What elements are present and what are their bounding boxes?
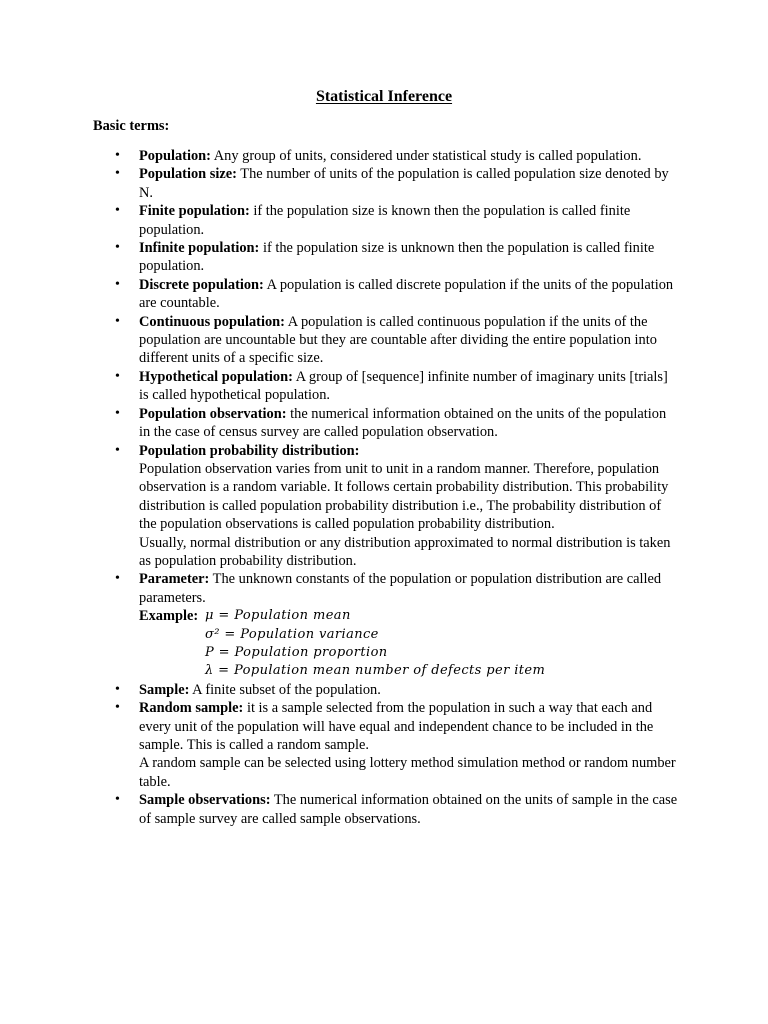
list-item [115, 313, 679, 368]
list-item [115, 239, 679, 276]
bullet-icon: • [115, 313, 120, 329]
example-label: Example: [139, 608, 199, 625]
section-subheading: Basic terms: [93, 118, 170, 134]
term-name: Population observation: [139, 405, 287, 422]
term-name: Sample observations: [139, 792, 271, 809]
list-item [115, 276, 679, 313]
example-formula: μ = Population mean [205, 608, 351, 624]
bullet-icon: • [115, 405, 120, 421]
bullet-icon: • [115, 442, 120, 458]
term-name: Population: [139, 148, 211, 164]
example-formula: P = Population proportion [205, 644, 388, 660]
term-name: Hypothetical population: [139, 368, 293, 385]
example-formula: λ = Population mean number of defects per item [205, 663, 546, 679]
bullet-icon: • [115, 148, 120, 163]
list-item [115, 570, 679, 680]
list-item [115, 202, 679, 239]
term-name: Random sample: [139, 700, 244, 717]
term-name: Infinite population: [139, 240, 260, 257]
term-name: Continuous population: [139, 313, 285, 330]
terms-list [115, 147, 679, 828]
term-name: Finite population: [139, 203, 250, 220]
example-formula: σ² = Population variance [205, 626, 379, 642]
term-name: Population size: [139, 166, 237, 183]
term-name: Population probability distribution: [139, 442, 360, 459]
term-definition: Any group of units, considered under statistical study is called population. [210, 148, 642, 164]
parameter-examples [139, 607, 679, 681]
term-definition: if the population size is known then the population is called finite population. [139, 203, 631, 238]
bullet-icon: • [115, 700, 120, 716]
term-paragraph: A random sample can be selected using lottery method simulation method or random number table. [139, 755, 676, 790]
list-item [115, 368, 679, 405]
bullet-icon: • [115, 571, 120, 587]
example-row [139, 662, 679, 680]
term-name: Parameter: [139, 571, 210, 588]
term-paragraph: Usually, normal distribution or any distribution approximated to normal distribution is taken as population probability distribution. [139, 534, 671, 569]
example-row [139, 607, 679, 625]
list-item [115, 442, 679, 571]
list-item [115, 681, 679, 699]
term-name: Discrete population: [139, 276, 264, 293]
list-item [115, 699, 679, 791]
page-title: Statistical Inference [315, 88, 453, 105]
term-definition: The number of units of the population is called population size denoted by N. [139, 166, 669, 201]
term-definition: if the population size is unknown then the population is called finite population. [139, 240, 655, 275]
bullet-icon: • [115, 240, 120, 256]
list-item [115, 791, 679, 828]
list-item [115, 165, 679, 202]
term-definition: The unknown constants of the population or population distribution are called parameters. [139, 571, 662, 606]
term-definition: the numerical information obtained on the units of the population in the case of census survey are called population observation. [139, 405, 667, 441]
example-row [139, 626, 679, 644]
bullet-icon: • [115, 166, 120, 182]
list-item [115, 147, 679, 165]
term-name: Sample: [139, 681, 190, 698]
term-definition: A group of [sequence] infinite number of imaginary units [trials] is called hypothetical population. [139, 368, 668, 404]
term-definition: A finite subset of the population. [189, 681, 381, 698]
term-definition: The numerical information obtained on the units of sample in the case of sample survey are called sample observations. [139, 792, 678, 827]
example-row [139, 644, 679, 662]
bullet-icon: • [115, 792, 120, 808]
bullet-icon: • [115, 276, 120, 292]
term-definition: A population is called continuous population if the units of the population are uncountable but they are countable after dividing the entire population into different units of a specific size. [139, 313, 657, 367]
bullet-icon: • [115, 368, 120, 384]
term-definition: A population is called discrete population if the units of the population are countable. [139, 276, 674, 312]
term-paragraph: Population observation varies from unit to unit in a random manner. Therefore, population observation is a random variable. It follows certain probability distribution. This probability distribution is called population probability distribution i.e., The probability distribution of the population observations is called population probability distribution. [139, 460, 669, 533]
list-item [115, 405, 679, 442]
bullet-icon: • [115, 681, 120, 697]
term-definition: it is a sample selected from the population in such a way that each and every unit of the population will have equal and independent chance to be included in the sample. This is called a random sample. [139, 700, 654, 753]
bullet-icon: • [115, 203, 120, 219]
